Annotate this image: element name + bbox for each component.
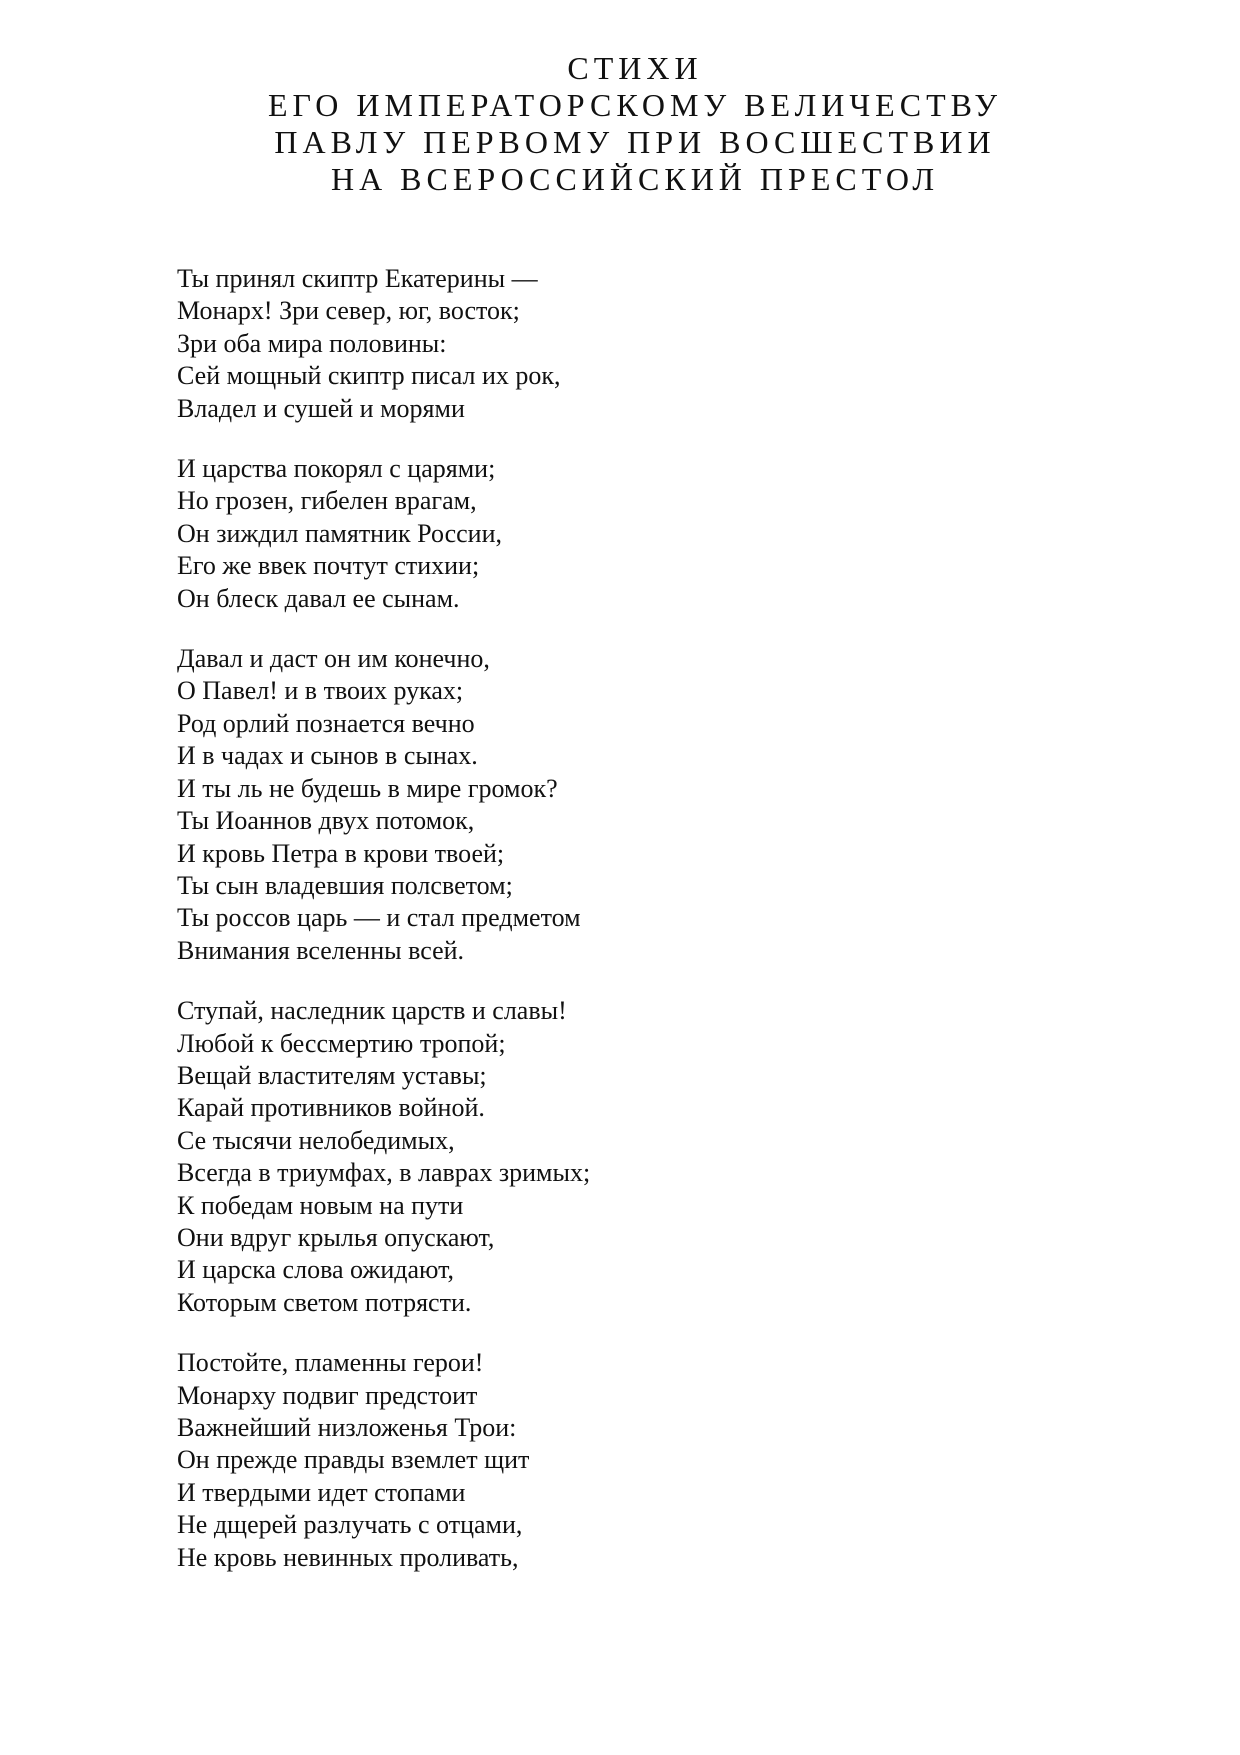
title-line-3: ПАВЛУ ПЕРВОМУ ПРИ ВОСШЕСТВИИ	[274, 124, 996, 160]
verse-line: Которым светом потрясти.	[177, 1287, 472, 1317]
verse-line: Зри оба мира половины:	[177, 328, 447, 358]
title-line-4: НА ВСЕРОССИЙСКИЙ ПРЕСТОЛ	[330, 161, 940, 197]
verse-line: Не дщерей разлучать с отцами,	[177, 1510, 523, 1540]
verse-line: О Павел! и в твоих руках;	[177, 676, 464, 706]
verse-line: И царска слова ожидают,	[177, 1255, 455, 1285]
verse-line: Важнейший низложенья Трои:	[177, 1413, 517, 1442]
title-line-2: ЕГО ИМПЕРАТОРСКОМУ ВЕЛИЧЕСТВУ	[267, 87, 1003, 123]
verse-line: Карай противников войной.	[177, 1093, 485, 1123]
verse-line: Постойте, пламенны герои!	[177, 1348, 484, 1378]
verse-line: Всегда в триумфах, в лаврах зримых;	[177, 1158, 591, 1188]
verse-line: Ступай, наследник царств и славы!	[177, 996, 567, 1026]
verse-line: Они вдруг крылья опускают,	[177, 1222, 495, 1252]
verse-line: Внимания вселенны всей.	[177, 935, 465, 965]
verse-line: Он зиждил памятник России,	[177, 518, 503, 548]
verse-line: Монарху подвиг предстоит	[177, 1380, 478, 1410]
verse-line: Не кровь невинных проливать,	[177, 1542, 519, 1572]
verse-line: Ты принял скиптр Екатерины —	[177, 264, 538, 293]
verse-line: Он блеск давал ее сынам.	[177, 583, 460, 613]
stanza-3	[177, 643, 1077, 967]
verse-line: Давал и даст он им конечно,	[177, 644, 490, 674]
poem-title	[0, 50, 1240, 198]
verse-line: Ты Иоаннов двух потомок,	[177, 806, 475, 836]
verse-line: И в чадах и сынов в сынах.	[177, 741, 478, 771]
verse-line: К победам новым на пути	[177, 1190, 464, 1220]
verse-line: Ты сын владевшия полсветом;	[177, 870, 513, 900]
verse-line: Ты россов царь — и стал предметом	[177, 903, 581, 933]
verse-line: И ты ль не будешь в мире громок?	[177, 773, 558, 803]
title-line-1: СТИХИ	[567, 50, 703, 86]
verse-line: Владел и сушей и морями	[177, 393, 465, 423]
verse-line: Монарх! Зри север, юг, восток;	[177, 296, 520, 326]
verse-line: Вещай властителям уставы;	[177, 1060, 487, 1090]
stanza-5	[177, 1347, 1077, 1574]
verse-line: Род орлий познается вечно	[177, 708, 475, 738]
verse-line: И кровь Петра в крови твоей;	[177, 838, 505, 868]
verse-line: Он прежде правды вземлет щит	[177, 1445, 530, 1475]
verse-line: Сей мощный скиптр писал их рок,	[177, 361, 561, 391]
verse-line: Его же ввек почтут стихии;	[177, 551, 480, 581]
stanza-2	[177, 453, 1077, 615]
verse-line: Се тысячи нелобедимых,	[177, 1125, 455, 1155]
verse-line: Любой к бессмертию тропой;	[177, 1028, 506, 1058]
verse-line: И твердыми идет стопами	[177, 1477, 466, 1507]
poem-body	[177, 263, 1077, 1602]
verse-line: Но грозен, гибелен врагам,	[177, 486, 477, 516]
stanza-1	[177, 263, 1077, 425]
verse-line: И царства покорял с царями;	[177, 454, 496, 484]
stanza-4	[177, 995, 1077, 1319]
